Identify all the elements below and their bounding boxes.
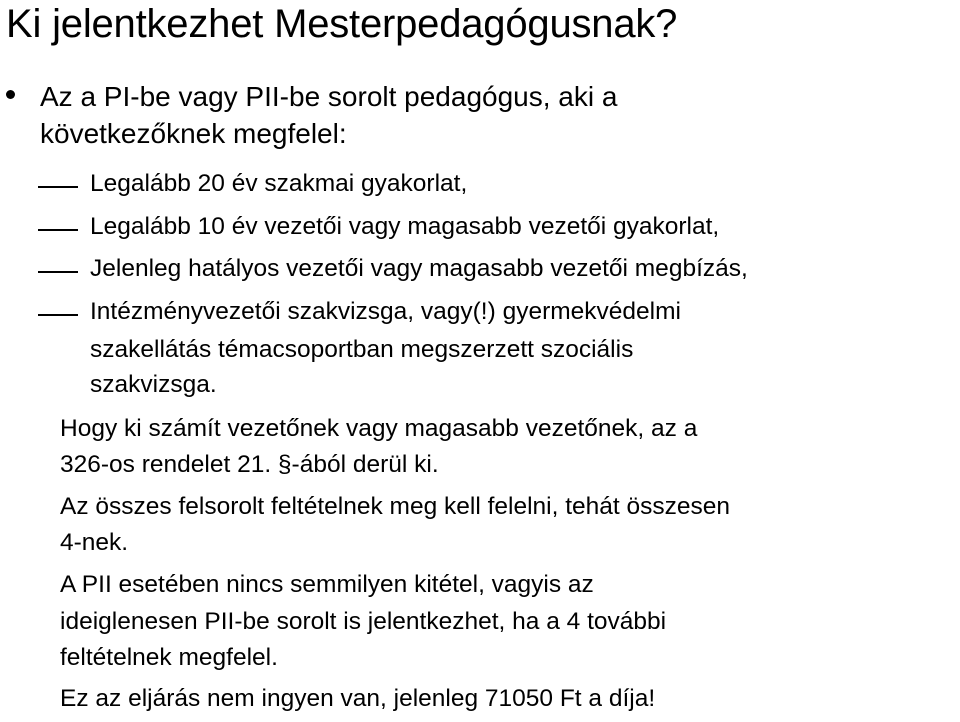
dash-icon [38,186,78,188]
intro-line-2: következőknek megfelel: [40,118,347,149]
note-3-line-1: A PII esetében nincs semmilyen kitétel, vagyis az [60,571,594,598]
condition-1: Legalább 20 év szakmai gyakorlat, [90,170,468,197]
note-4: Ez az eljárás nem ingyen van, jelenleg 71050 Ft a díja! [60,685,656,712]
intro-line-1: Az a PI-be vagy PII-be sorolt pedagógus, aki a [40,81,618,112]
condition-4-line-2: szakellátás témacsoportban megszerzett szociális [90,336,634,363]
dash-icon [38,229,78,231]
condition-3: Jelenleg hatályos vezetői vagy magasabb vezetői megbízás, [90,255,748,282]
note-1-line-2: 326-os rendelet 21. §-ából derül ki. [60,451,439,478]
condition-4-line-3: szakvizsga. [90,371,217,398]
note-1-line-1: Hogy ki számít vezetőnek vagy magasabb vezetőnek, az a [60,415,698,442]
note-3-line-2: ideiglenesen PII-be sorolt is jelentkezhet, ha a 4 további [60,608,667,635]
note-2-line-1: Az összes felsorolt feltételnek meg kell felelni, tehát összesen [60,493,731,520]
condition-2: Legalább 10 év vezetői vagy magasabb vezetői gyakorlat, [90,213,720,240]
note-2-line-2: 4-nek. [60,529,129,556]
dash-icon [38,271,78,273]
slide-title: Ki jelentkezhet Mesterpedagógusnak? [6,2,678,46]
dash-icon [38,314,78,316]
bullet-dot-icon [6,90,15,99]
condition-4-line-1: Intézményvezetői szakvizsga, vagy(!) gyermekvédelmi [90,298,681,325]
note-3-line-3: feltételnek megfelel. [60,644,278,671]
